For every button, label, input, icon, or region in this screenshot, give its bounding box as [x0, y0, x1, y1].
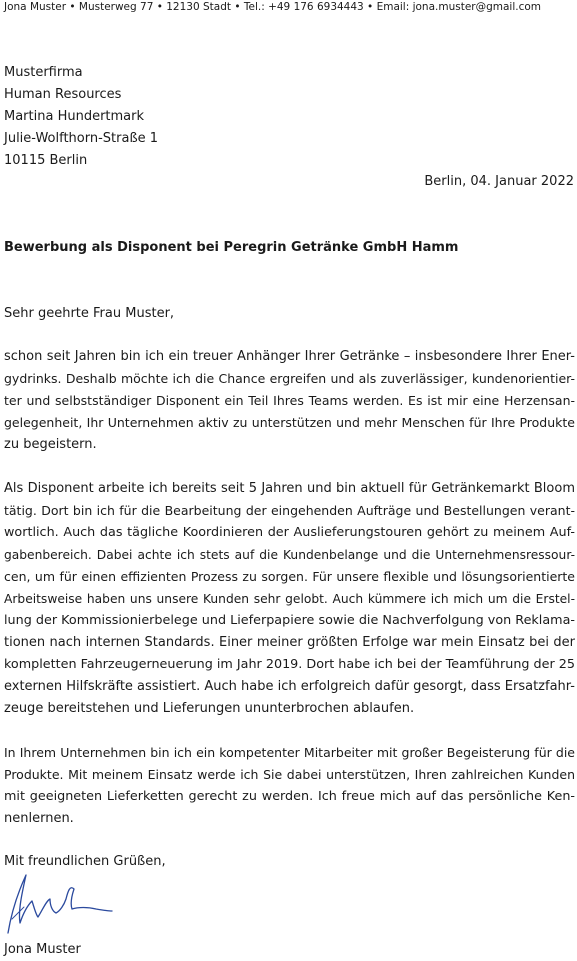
paragraph-line: gydrinks. Deshalb möchte ich die Chance ergreifen und als zuverlässiger, kundenorientier- — [4, 371, 575, 386]
paragraph-line: cen, um für einen effizienten Prozess zu sorgen. Für unsere flexible und lösungsorientierte — [4, 569, 575, 584]
paragraph-line: wortlich. Auch das tägliche Koordinieren der Auslieferungstouren gehört zu meinem Auf- — [4, 525, 575, 540]
paragraph-line: tätig. Dort bin ich für die Bearbeitung der eingehenden Aufträge und Bestellungen verant- — [4, 503, 575, 518]
paragraph-line: zu begeistern. — [4, 437, 97, 452]
letter-date: Berlin, 04. Januar 2022 — [424, 174, 574, 189]
paragraph-line: Produkte. Mit meinem Einsatz werde ich Sie dabei unterstützen, Ihren zahlreichen Kunden — [4, 767, 575, 782]
salutation: Sehr geehrte Frau Muster, — [4, 306, 175, 321]
recipient-company: Musterfirma — [4, 65, 83, 80]
paragraph-line: gelegenheit, Ihr Unternehmen aktiv zu unterstützen und mehr Menschen für Ihre Produkte — [4, 415, 575, 430]
paragraph-line: tionen nach internen Standards. Einer meiner größten Erfolge war mein Einsatz bei der — [4, 635, 575, 650]
body-paragraph-3 — [4, 742, 575, 830]
recipient-city: 10115 Berlin — [4, 153, 88, 168]
paragraph-line: externen Hilfskräfte assistiert. Auch habe ich erfolgreich dafür gesorgt, dass Ersatzfahr- — [4, 679, 575, 694]
sender-contact-line: Jona Muster • Musterweg 77 • 12130 Stadt • Tel.: +49 176 6934443 • Email: jona.muster@gmail.com — [4, 1, 542, 13]
handwritten-signature — [4, 871, 114, 937]
paragraph-line: lung der Kommissionierbelege und Lieferpapiere sowie die Nachverfolgung von Reklama- — [4, 613, 575, 628]
paragraph-line: schon seit Jahren bin ich ein treuer Anhänger Ihrer Getränke – insbesondere Ihrer Ener- — [4, 349, 575, 364]
paragraph-line: In Ihrem Unternehmen bin ich ein kompetenter Mitarbeiter mit großer Begeisterung für die — [4, 745, 575, 760]
body-paragraph-2 — [4, 478, 575, 720]
recipient-address — [4, 62, 158, 172]
paragraph-line: gabenbereich. Dabei achte ich stets auf die Kundenbelange und die Unternehmensressour- — [4, 548, 575, 562]
recipient-contact-person: Martina Hundertmark — [4, 109, 145, 124]
paragraph-line: zeuge bereitstehen und Lieferungen ununterbrochen ablaufen. — [4, 701, 415, 716]
signer-name: Jona Muster — [4, 942, 81, 957]
paragraph-line: mit geeigneten Lieferketten gerecht zu werden. Ich freue mich auf das persönliche Ken- — [4, 789, 575, 804]
letter-subject: Bewerbung als Disponent bei Peregrin Getränke GmbH Hamm — [4, 240, 459, 255]
paragraph-line: Als Disponent arbeite ich bereits seit 5 Jahren und bin aktuell für Getränkemarkt Bloom — [4, 481, 575, 496]
recipient-department: Human Resources — [4, 87, 122, 102]
paragraph-line: nenlernen. — [4, 811, 74, 826]
body-paragraph-1 — [4, 346, 575, 456]
closing-phrase: Mit freundlichen Grüßen, — [4, 854, 166, 869]
paragraph-line: ter und selbstständiger Disponent ein Teil Ihres Teams werden. Es ist mir eine Herzensan- — [4, 393, 575, 408]
paragraph-line: Arbeitsweise haben uns unsere Kunden sehr gelobt. Auch kümmere ich mich um die Erstel- — [4, 592, 575, 606]
recipient-street: Julie-Wolfthorn-Straße 1 — [4, 131, 159, 146]
paragraph-line: kompletten Fahrzeugerneuerung im Jahr 2019. Dort habe ich bei der Teamführung der 25 — [4, 657, 575, 672]
